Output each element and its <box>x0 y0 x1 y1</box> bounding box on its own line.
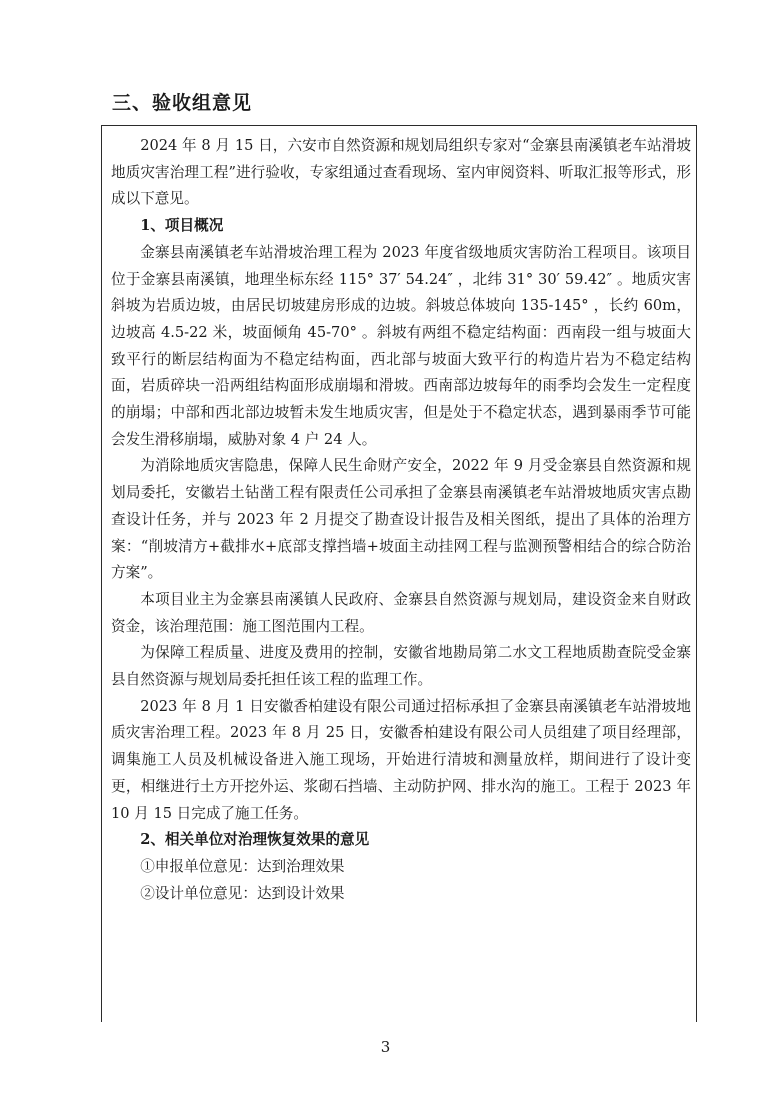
design-paragraph: 为消除地质灾害隐患，保障人民生命财产安全，2022 年 9 月受金寨县自然资源和规划局委托，安徽岩土钻凿工程有限责任公司承担了金寨县南溪镇老车站滑坡地质灾害点勘查设计任务，并与 2023 年 2 月提交了勘查设计报告及相关图纸，提出了具体的治理方案：“削坡清方+截排水+底部支撑挡墙+坡面主动挂网工程与监测预警相结合的综合防治方案”。 <box>111 457 691 582</box>
heading-project-overview: 1、项目概况 <box>140 217 224 235</box>
overview-paragraph: 金寨县南溪镇老车站滑坡治理工程为 2023 年度省级地质灾害防治工程项目。该项目位于金寨县南溪镇，地理坐标东经 115° 37′ 54.24″ ，北纬 31° 30′ 59.42″ 。地质灾害斜坡为岩质边坡，由居民切坡建房形成的边坡。斜坡总体坡向 135-145° ，长约 60m，边坡高 4.5-22 米，坡面倾角 45-70° 。斜坡有两组不稳定结构面：西南段一组与坡面大致平行的断层结构面为不稳定结构面，西北部与坡面大致平行的构造片岩为不稳定结构面，岩质碎块一沿两组结构面形成崩塌和滑坡。西南部边坡每年的雨季均会发生一定程度的崩塌；中部和西北部边坡暂未发生地质灾害，但是处于不稳定状态，遇到暴雨季节可能会发生滑移崩塌，威胁对象 4 户 24 人。 <box>111 243 691 448</box>
intro-paragraph: 2024 年 8 月 15 日，六安市自然资源和规划局组织专家对“金寨县南溪镇老车站滑坡地质灾害治理工程”进行验收，专家组通过查看现场、室内审阅资料、听取汇报等形式，形成以下意见。 <box>111 137 691 208</box>
owner-paragraph: 本项目业主为金寨县南溪镇人民政府、金寨县自然资源与规划局，建设资金来自财政资金，该治理范围：施工图范围内工程。 <box>111 590 691 635</box>
construction-paragraph: 2023 年 8 月 1 日安徽香柏建设有限公司通过招标承担了金寨县南溪镇老车站滑坡地质灾害治理工程。2023 年 8 月 25 日，安徽香柏建设有限公司人员组建了项目经理部，调集施工人员及机械设备进入施工现场，开始进行清坡和测量放样，期间进行了设计变更，相继进行土方开挖外运、浆砌石挡墙、主动防护网、排水沟的施工。工程于 2023 年 10 月 15 日完成了施工任务。 <box>111 697 691 822</box>
supervision-paragraph: 为保障工程质量、进度及费用的控制，安徽省地勘局第二水文工程地质勘查院受金寨县自然资源与规划局委托担任该工程的监理工作。 <box>111 644 691 689</box>
heading-unit-opinions: 2、相关单位对治理恢复效果的意见 <box>140 831 370 849</box>
section-title: 三、验收组意见 <box>112 92 253 114</box>
page-number: 3 <box>380 1038 391 1056</box>
applicant-opinion: ①申报单位意见：达到治理效果 <box>140 857 345 875</box>
opinion-content <box>111 133 691 907</box>
designer-opinion: ②设计单位意见：达到设计效果 <box>140 884 345 902</box>
